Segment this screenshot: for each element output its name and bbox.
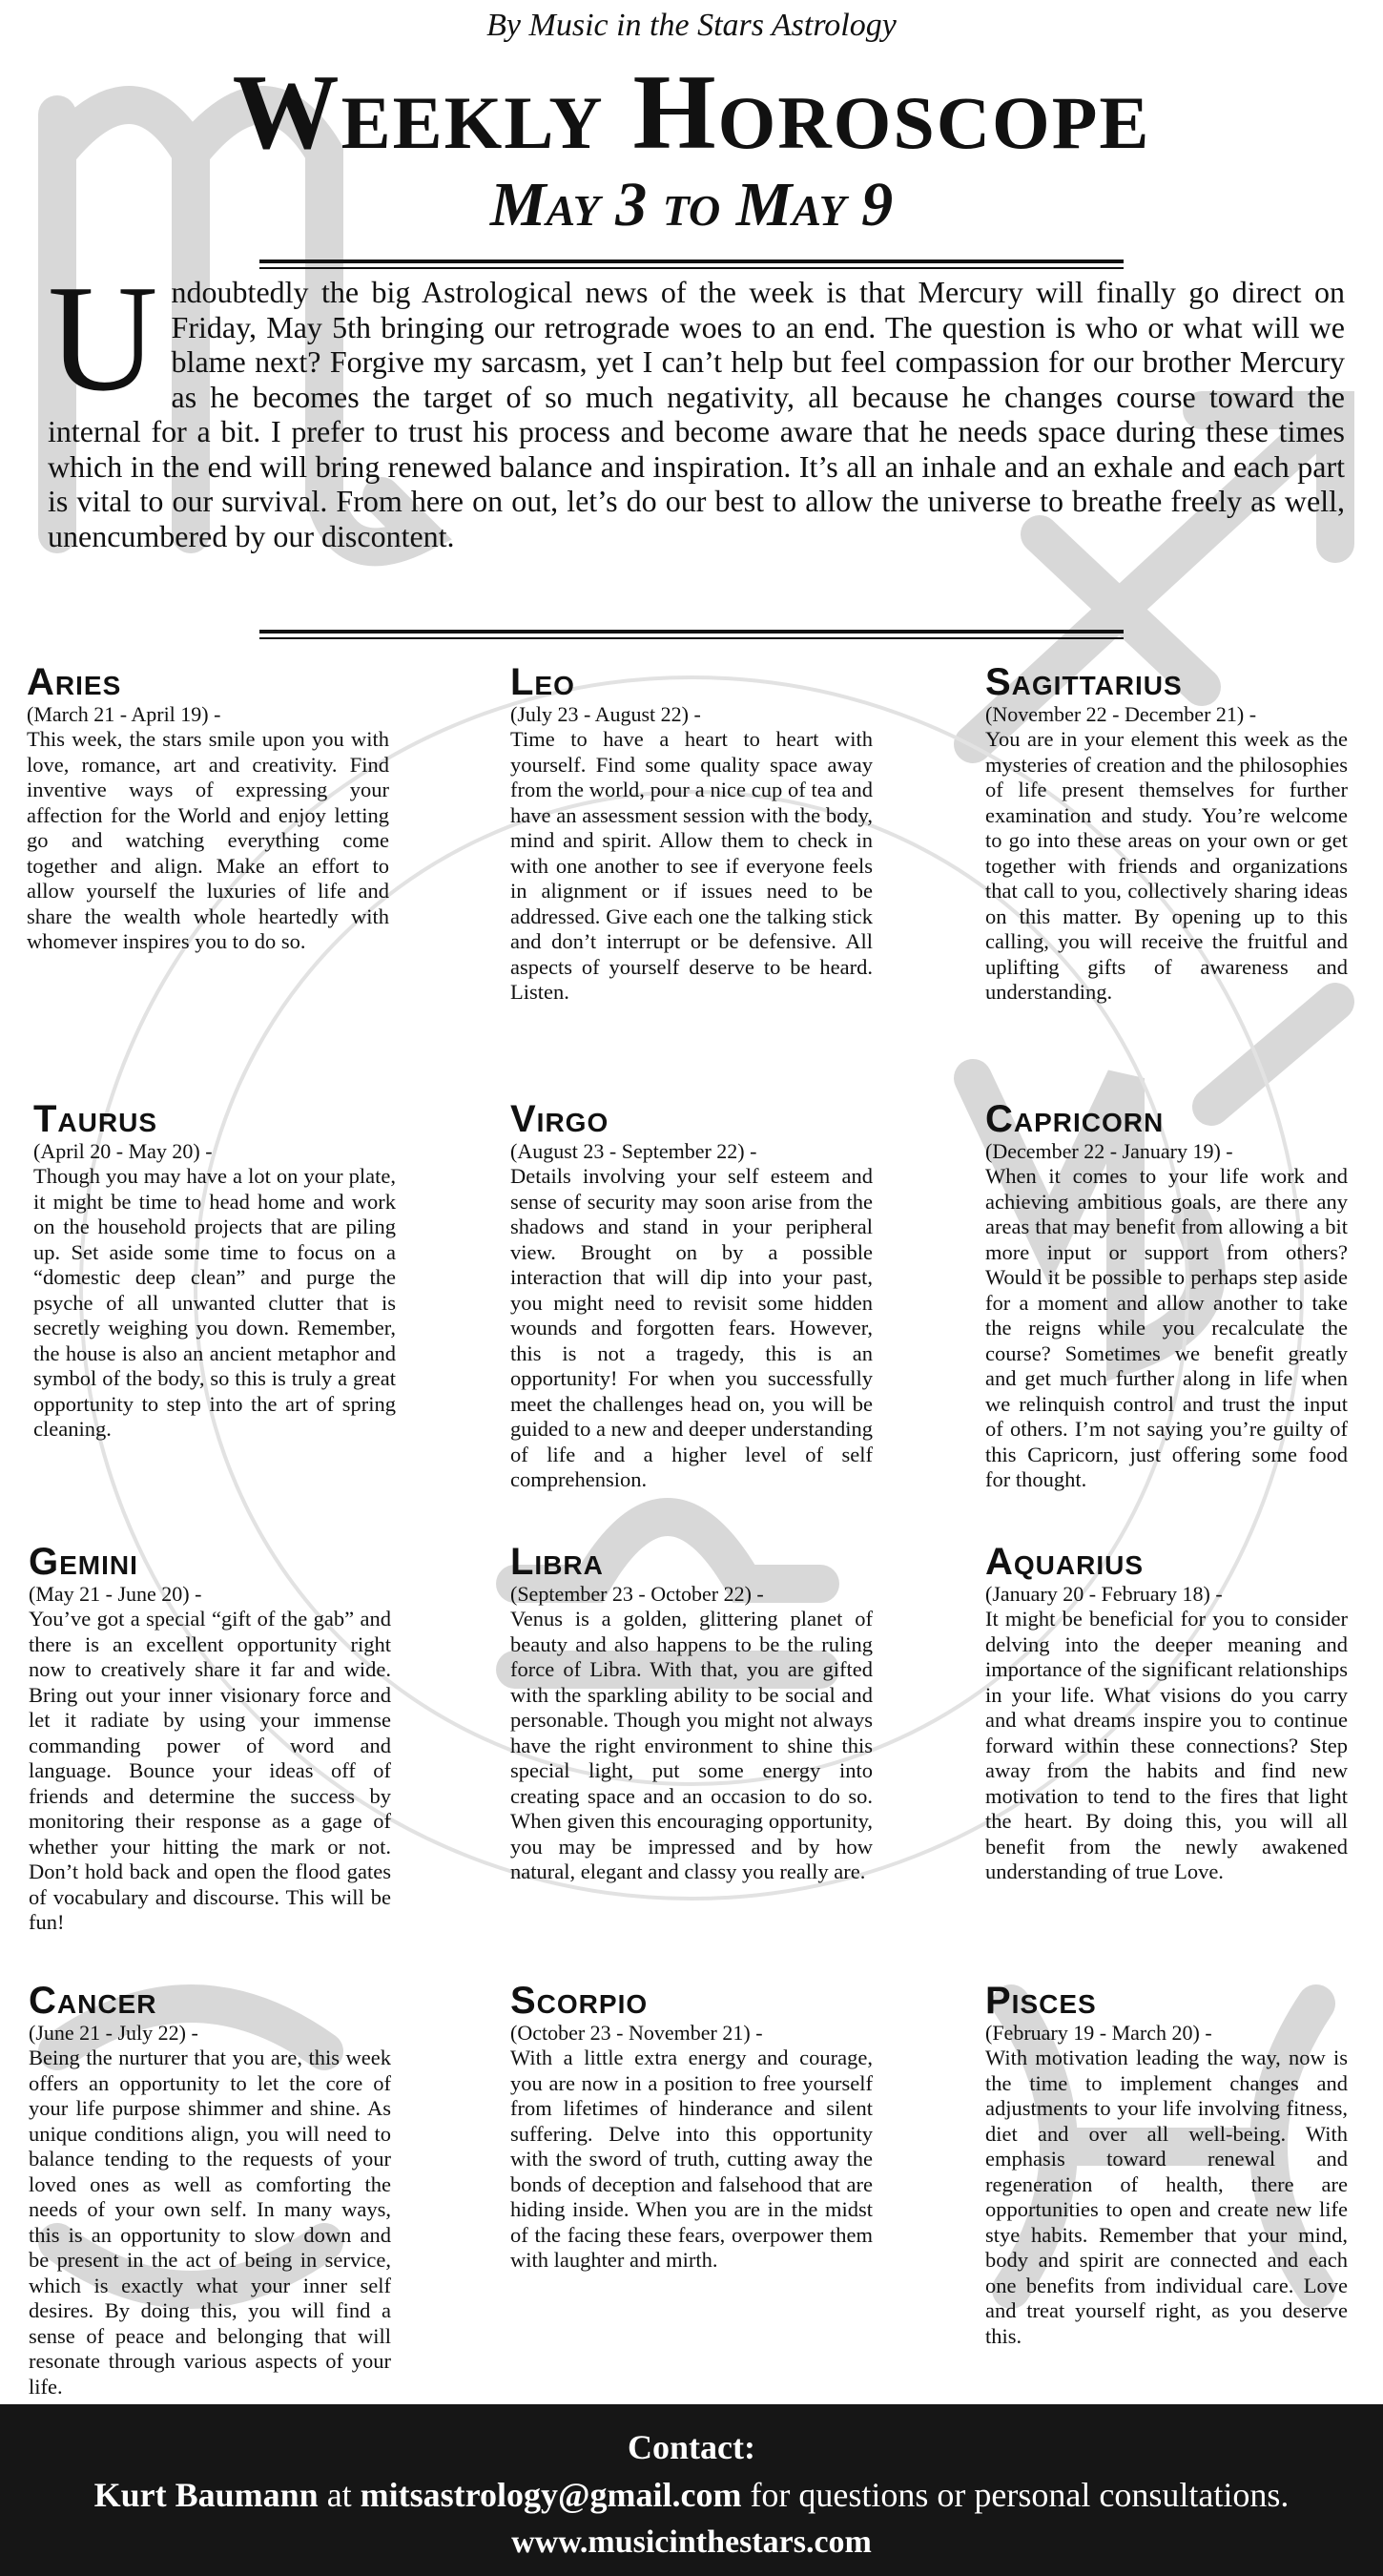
contact-email-link[interactable]: mitsastrology@gmail.com	[360, 2476, 742, 2514]
sign-dates: (May 21 - June 20) -	[29, 1582, 202, 1606]
sign-text: It might be beneficial for you to consider delving into the deeper meaning and importance of the significant relationships in your life. What visions do you carry and what dreams inspire you to continue forward within these connections? Step away from the habits and find new motivation to tend to the fires that light the heart. By doing this, you will all benefit from the newly awakened understanding of true Love.	[985, 1607, 1348, 1883]
sign-text: When it comes to your life work and achieving ambitious goals, are there any areas that may benefit from allowing a bit more input or support from others? Would it be possible to perhaps step aside for a moment and allow another to take the reigns while you recalculate the course? Sometimes we benefit greatly and get much further along in life when we relinquish control and trust the input of others. I’m not saying you’re guilty of this Capricorn, just offering some food for thought.	[985, 1164, 1348, 1491]
divider-top-thin	[259, 267, 1124, 269]
sign-dates: (April 20 - May 20) -	[33, 1139, 213, 1163]
sign-libra	[510, 1542, 873, 1885]
sign-name: Gemini	[29, 1541, 138, 1583]
divider-mid-thin	[259, 637, 1124, 639]
sign-gemini	[29, 1542, 391, 1936]
sign-dates: (July 23 - August 22) -	[510, 702, 701, 726]
contact-line	[0, 2475, 1383, 2515]
sign-dates: (October 23 - November 21) -	[510, 2021, 763, 2045]
sign-taurus	[33, 1099, 396, 1443]
intro-text: ndoubtedly the big Astrological news of the week is that Mercury will finally go direct on Friday, May 5th bringing our retrograde woes to an end. The question is who or what will we blame next? Forgive my sarcasm, yet I can’t help but feel compassion for our brother Mercury as he becomes the target of so much negativity, all because he changes course toward the internal for a bit. I prefer to trust his process and become aware that he needs space during these times which in the end will bring renewed balance and inspiration. It’s all an inhale and an exhale and each part is vital to our survival. From here on out, let’s do our best to allow the universe to breathe freely as well, unencumbered by our discontent.	[48, 275, 1345, 553]
sign-name: Capricorn	[985, 1098, 1165, 1140]
sign-text: Venus is a golden, glittering planet of beauty and also happens to be the ruling force of Libra. With that, you are gifted with the sparkling ability to be social and personable. Though you might not always have the right environment to shine this special light, put some energy into creating space and an occasion to do so. When given this encouraging opportunity, you may be impressed and by how natural, elegant and classy you really are.	[510, 1607, 873, 1883]
divider-top	[259, 260, 1124, 263]
sign-scorpio	[510, 1981, 873, 2274]
sign-name: Sagittarius	[985, 661, 1183, 703]
contact-tail: for questions or personal consultations.	[750, 2476, 1290, 2514]
sign-capricorn	[985, 1099, 1348, 1493]
sign-dates: (November 22 - December 21) -	[985, 702, 1257, 726]
sign-name: Libra	[510, 1541, 604, 1583]
sign-text: Details involving your self esteem and sense of security may soon arise from the shadows and stand in your peripheral view. Brought on by a possible interaction that will dip into your past, you might need to revisit some hidden wounds and forgotten fears. However, this is not a tragedy, this is an opportunity! For when you successfully meet the challenges head on, you will be guided to a new and deeper understanding of life and a higher level of self comprehension.	[510, 1164, 873, 1491]
sign-text: Time to have a heart to heart with yourself. Find some quality space away from the world, pour a nice cup of tea and have an assessment session with the body, mind and spirit. Allow them to check in with one another to see if everyone feels in alignment or if issues need to be addressed. Give each one the talking stick and don’t interrupt or be defensive. All aspects of yourself deserve to be heard. Listen.	[510, 727, 873, 1004]
sign-text: You are in your element this week as the mysteries of creation and the philosophies of life present themselves for further examination and study. You’re welcome to go into these areas on your own or get together with friends and organizations that call to you, collectively sharing ideas on this matter. By opening up to this calling, you will receive the fruitful and uplifting gifts of awareness and understanding.	[985, 727, 1348, 1004]
sign-text: With a little extra energy and courage, you are now in a position to free yourself from lifetimes of hinderance and silent suffering. Delve into this opportunity with the sword of truth, cutting away the bonds of deception and falsehood that are hiding inside. When you are in the midst of the facing these fears, overpower them with laughter and mirth.	[510, 2046, 873, 2272]
drop-cap: U	[48, 253, 158, 423]
sign-virgo	[510, 1099, 873, 1493]
sign-name: Leo	[510, 661, 575, 703]
sign-sagittarius	[985, 662, 1348, 1006]
sign-name: Aquarius	[985, 1541, 1145, 1583]
date-range-subtitle: May 3 to May 9	[489, 170, 894, 239]
sign-name: Taurus	[33, 1098, 157, 1140]
sign-text: You’ve got a special “gift of the gab” and there is an excellent opportunity right now to creatively share it far and wide. Bring out your inner visionary force and let it radiate by using your immense commanding power of word and language. Bounce your ideas off of friends and determine the success by monitoring their response as a gage of whether your hitting the mark or not. Don’t hold back and open the flood gates of vocabulary and discourse. This will be fun!	[29, 1607, 391, 1934]
sign-text: This week, the stars smile upon you with love, romance, art and creativity. Find inventive ways of expressing your affection for the World and enjoy letting go and watching everything come together and align. Make an effort to allow yourself the luxuries of life and share the wealth whole heartedly with whomever inspires you to do so.	[27, 727, 389, 953]
sign-dates: (January 20 - February 18) -	[985, 1582, 1223, 1606]
sign-text: Being the nurturer that you are, this week offers an opportunity to let the core of your life purpose shimmer and shine. As unique conditions align, you will need to balance tending to the requests of your loved ones as well as comforting the needs of your own self. In many ways, this is an opportunity to slow down and be present in the act of being in service, which is exactly what your inner self desires. By doing this, you will find a sense of peace and belonging that will resonate through various aspects of your life.	[29, 2046, 391, 2399]
contact-at: at	[326, 2476, 352, 2514]
sign-dates: (June 21 - July 22) -	[29, 2021, 198, 2045]
sign-dates: (March 21 - April 19) -	[27, 702, 221, 726]
page-title: Weekly Horoscope	[232, 53, 1151, 172]
intro-paragraph	[48, 253, 1345, 553]
contact-heading: Contact:	[628, 2428, 755, 2466]
website-link[interactable]: www.musicinthestars.com	[511, 2524, 872, 2560]
sign-name: Cancer	[29, 1980, 157, 2022]
sign-text: With motivation leading the way, now is the time to implement changes and adjustments to your life involving fitness, diet and over all well-being. With emphasis toward renewal and regeneration of health, there are opportunities to open and create new life stye habits. Remember that your mind, body and spirit are connected and each one benefits from individual care. Love and treat yourself right, as you deserve this.	[985, 2046, 1348, 2348]
sign-dates: (August 23 - September 22) -	[510, 1139, 757, 1163]
divider-mid	[259, 630, 1124, 634]
byline: By Music in the Stars Astrology	[486, 8, 897, 43]
sign-name: Scorpio	[510, 1980, 649, 2022]
sign-dates: (December 22 - January 19) -	[985, 1139, 1233, 1163]
sign-dates: (February 19 - March 20) -	[985, 2021, 1212, 2045]
sign-aries	[27, 662, 389, 955]
contact-name: Kurt Baumann	[93, 2476, 319, 2514]
sign-pisces	[985, 1981, 1348, 2349]
sign-aquarius	[985, 1542, 1348, 1885]
sign-name: Virgo	[510, 1098, 609, 1140]
sign-leo	[510, 662, 873, 1006]
sign-dates: (September 23 - October 22) -	[510, 1582, 764, 1606]
sign-name: Aries	[27, 661, 122, 703]
contact-footer	[0, 2404, 1383, 2576]
sign-cancer	[29, 1981, 391, 2399]
sign-name: Pisces	[985, 1980, 1097, 2022]
sign-text: Though you may have a lot on your plate, it might be time to head home and work on the household projects that are piling up. Set aside some time to focus on a “domestic deep clean” and purge the psyche of all unwanted clutter that is secretly weighing you down. Remember, the house is also an ancient metaphor and symbol of the body, so this is truly a great opportunity to step into the art of spring cleaning.	[33, 1164, 396, 1441]
